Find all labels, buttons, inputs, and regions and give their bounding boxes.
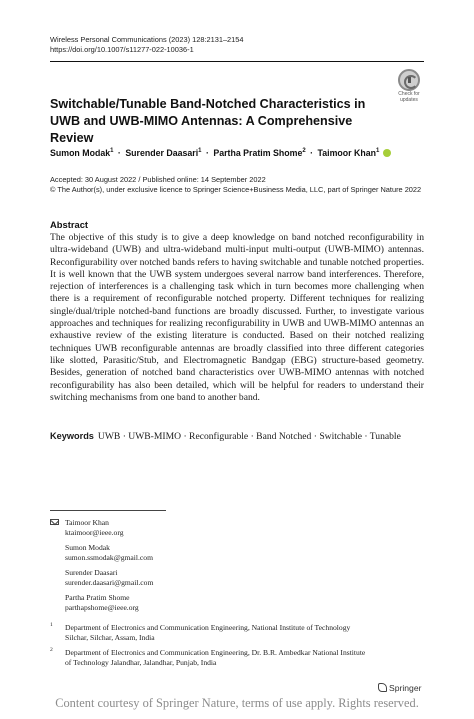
publication-dates xyxy=(50,175,421,195)
check-updates-icon xyxy=(398,69,420,91)
keywords-list: UWB · UWB-MIMO · Reconfigurable · Band Notched · Switchable · Tunable xyxy=(97,431,401,442)
publisher-logo xyxy=(378,683,421,693)
keywords xyxy=(50,431,401,442)
keywords-label: Keywords xyxy=(50,431,94,441)
contact-email[interactable]: parthapshome@ieee.org xyxy=(65,603,139,612)
courtesy-notice: Content courtesy of Springer Nature, terms of use apply. Rights reserved. xyxy=(55,696,419,710)
affiliation-line: Department of Electronics and Communication Engineering, National Institute of Technology xyxy=(65,623,351,632)
author-list: Sumon Modak$^1$ · Surender Daasari$^1$ · Partha Pratim Shome$^2$ · Taimoor Khan$^1$ xyxy=(50,148,391,158)
check-updates-label: Check for updates xyxy=(398,91,420,103)
affiliation-line: of Technology Jalandhar, Jalandhar, Punjab, India xyxy=(65,658,217,667)
orcid-icon[interactable] xyxy=(383,149,391,157)
contact-name: Surender Daasari xyxy=(65,568,118,577)
springer-horse-icon xyxy=(378,683,387,692)
publisher-name: Springer xyxy=(389,683,422,693)
author-name: Taimoor Khan$^1$ xyxy=(317,148,380,158)
abstract-heading: Abstract xyxy=(50,219,89,230)
copyright-notice: © The Author(s), under exclusive licence to Springer Science+Business Media, LLC, part of Springer Nature 2022 xyxy=(50,185,422,194)
affiliation-line: Silchar, Silchar, Assam, India xyxy=(65,633,155,642)
author-name: Partha Pratim Shome$^2$ xyxy=(213,148,306,158)
contact-name: Sumon Modak xyxy=(65,543,110,552)
paper-title: Switchable/Tunable Band-Notched Characteristics in UWB and UWB-MIMO Antennas: A Comprehensive Review xyxy=(50,97,366,145)
footnote-rule xyxy=(50,510,166,511)
doi-link[interactable]: https://doi.org/10.1007/s11277-022-10036-1 xyxy=(50,45,194,54)
accepted-published-dates: Accepted: 30 August 2022 / Published online: 14 September 2022 xyxy=(50,175,266,184)
affiliation-number: 2 xyxy=(50,647,53,653)
affiliation-line: Department of Electronics and Communication Engineering, Dr. B.R. Ambedkar National Institute xyxy=(65,648,366,657)
journal-header xyxy=(50,35,244,55)
author-name: Sumon Modak$^1$ xyxy=(50,148,114,158)
contact-email[interactable]: sumon.ssmodak@gmail.com xyxy=(65,553,153,562)
journal-citation: Wireless Personal Communications (2023) 128:2131–2154 xyxy=(50,35,244,44)
contact-email[interactable]: ktaimoor@ieee.org xyxy=(65,528,124,537)
abstract-text: The objective of this study is to give a deep knowledge on band notched reconfigurability in ultra-wideband (UWB) and ultra-wideband multi-input multi-output (UWB-MIMO) antennas. Reconfigurability over notched bands refers to having switchable and tunable notched properties. It is well known that the UWB system undergoes several narrow band interferences. Therefore, rejection of interferences is a challenging task which in turn becomes more challenging when there is a requirement of reconfigurable notched property. Different techniques for realizing single/dual/triple notched-band functions are broadly discussed. Further, to investigate various approaches and techniques for realizing reconfigurability in UWB and UWB-MIMO antennas an exhaustive review of the existing literature is conducted. Based on their notched realizing techniques UWB reconfigurable antennas are broadly classified into three different categories like slotted, Parasitic/Stub, and Electromagnetic Bandgap (EBG) structure-based geometry. Besides, generation of notched band characteristics over UWB-MIMO antennas with notched reconfigurability has also been detailed, which will be helpful for readers to understand their switching mechanisms from one band to another band. xyxy=(50,232,424,403)
header-rule xyxy=(50,61,424,62)
contact-name: Partha Pratim Shome xyxy=(65,593,130,602)
affiliation-number: 1 xyxy=(50,622,53,628)
author-name: Surender Daasari$^1$ xyxy=(125,148,202,158)
check-for-updates-button[interactable] xyxy=(394,69,424,101)
contact-email[interactable]: surender.daasari@gmail.com xyxy=(65,578,154,587)
contact-name: Taimoor Khan xyxy=(65,518,109,527)
mail-icon xyxy=(50,519,59,525)
